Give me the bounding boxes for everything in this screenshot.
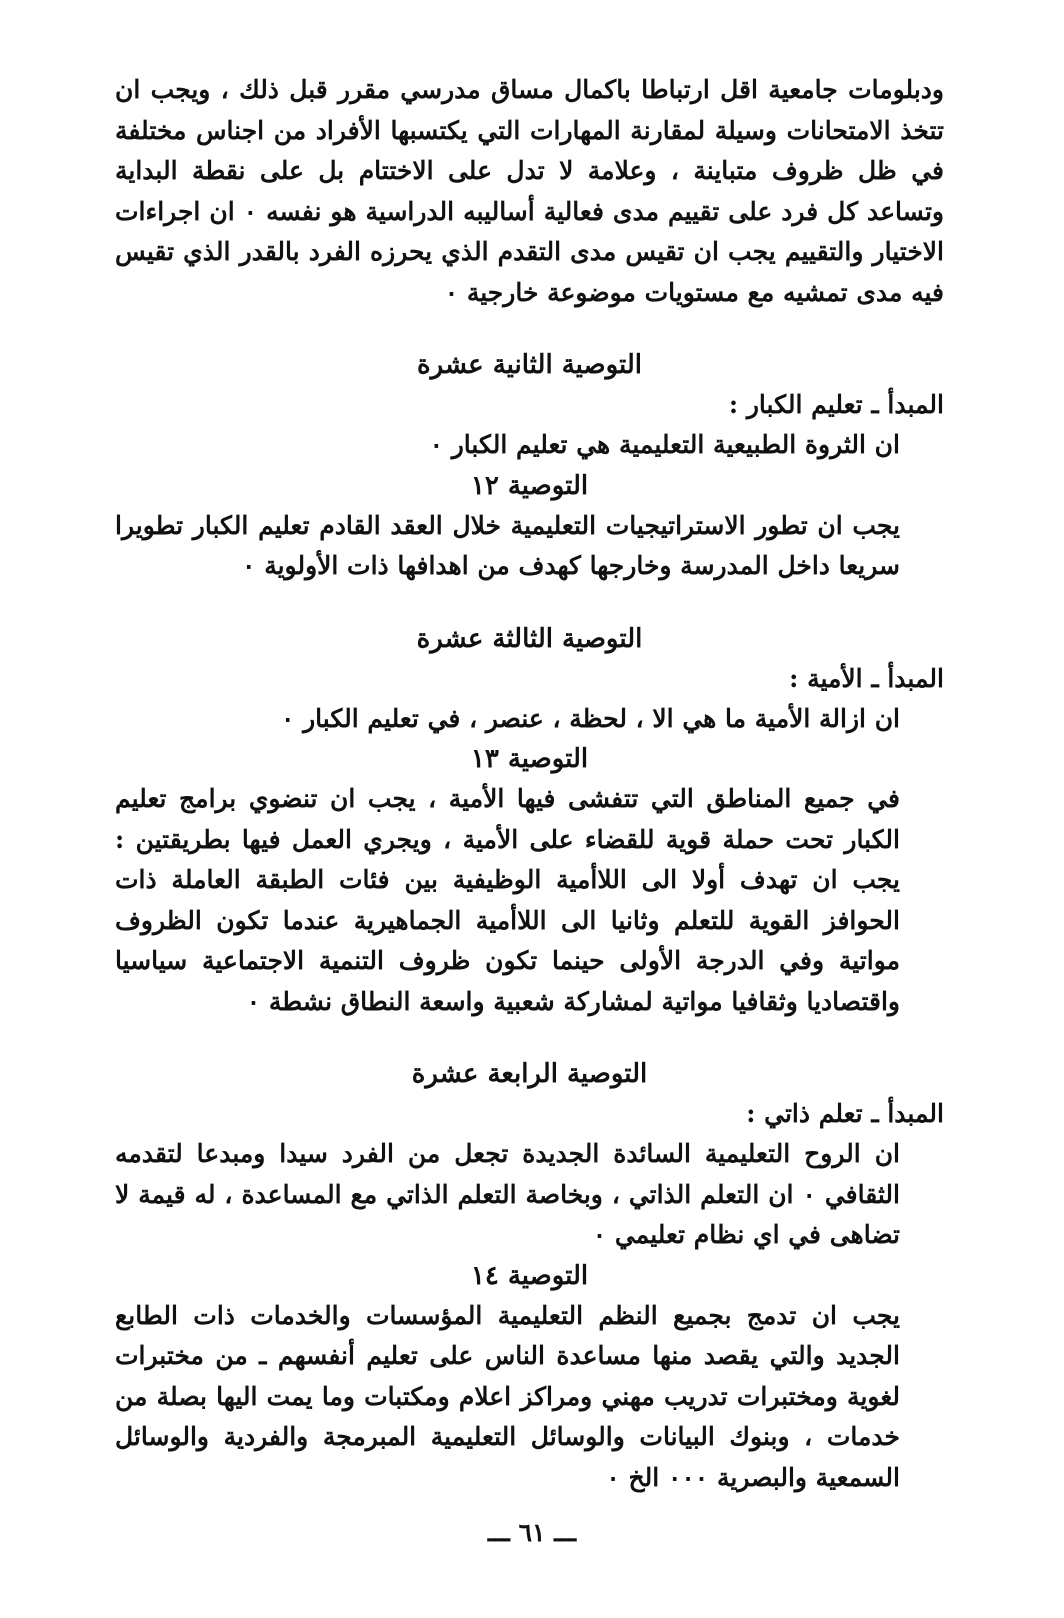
recommendation-heading: التوصية ١٤ bbox=[470, 1260, 589, 1291]
section-thirteen bbox=[115, 619, 944, 1023]
spacer bbox=[115, 313, 944, 345]
recommendation-text: في جميع المناطق التي تتفشى فيها الأمية ، يجب ان تنضوي برامج تعليم الكبار تحت حملة قوية للقضاء على الأمية ، ويجري العمل فيها بطريقتين : يجب ان تهدف أولا الى اللاأمية الوظيفية بين فئات الطبقة العاملة ذات الحوافز القوية للتعلم وثانيا الى اللاأمية الجماهيرية عندما تكون الظروف مواتية وفي الدرجة الأولى حينما تكون ظروف التنمية الاجتماعية سياسيا واقتصاديا وثقافيا مواتية لمشاركة شعبية واسعة النطاق نشطة ٠ bbox=[115, 784, 900, 1016]
section-heading: التوصية الرابعة عشرة bbox=[411, 1059, 648, 1089]
principle-text: ان الروح التعليمية السائدة الجديدة تجعل من الفرد سيدا ومبدعا لتقدمه الثقافي ٠ ان التعلم الذاتي ، وبخاصة التعلم الذاتي مع المساعدة ، له قيمة لا تضاهى في اي نظام تعليمي ٠ bbox=[115, 1139, 900, 1249]
principle-text: ان الثروة الطبيعية التعليمية هي تعليم الكبار ٠ bbox=[429, 430, 900, 459]
principle-title: المبدأ ـ الأمية : bbox=[789, 663, 944, 693]
principle-title: المبدأ ـ تعليم الكبار : bbox=[728, 390, 944, 419]
recommendation-heading: التوصية ١٣ bbox=[470, 744, 589, 774]
principle-text: ان ازالة الأمية ما هي الا ، لحظة ، عنصر ، في تعليم الكبار ٠ bbox=[280, 703, 900, 733]
section-twelve bbox=[115, 345, 944, 587]
page-number: ـــ ٦١ ـــ bbox=[487, 1518, 577, 1547]
intro-paragraph: ودبلومات جامعية اقل ارتباطا باكمال مساق مدرسي مقرر قبل ذلك ، ويجب ان تتخذ الامتحانات وسيلة لمقارنة المهارات التي يكتسبها الأفراد من اجناس مختلفة في ظل ظروف متباينة ، وعلامة لا تدل على الاختتام بل على نقطة البداية وتساعد كل فرد على تقييم مدى فعالية أساليبه الدراسية هو نفسه ٠ ان اجراءات الاختيار والتقييم يجب ان تقيس مدى التقدم الذي يحرزه الفرد بالقدر الذي تقيس فيه مدى تمشيه مع مستويات موضوعة خارجية ٠ bbox=[115, 75, 944, 307]
spacer bbox=[115, 587, 944, 619]
principle-title: المبدأ ـ تعلم ذاتي : bbox=[746, 1099, 944, 1128]
spacer bbox=[115, 1022, 944, 1054]
recommendation-heading: التوصية ١٢ bbox=[470, 470, 589, 501]
section-fourteen bbox=[115, 1054, 944, 1498]
section-heading: التوصية الثالثة عشرة bbox=[416, 623, 643, 654]
section-heading: التوصية الثانية عشرة bbox=[417, 350, 642, 380]
recommendation-text: يجب ان تطور الاستراتيجيات التعليمية خلال العقد القادم تعليم الكبار تطويرا سريعا داخل المدرسة وخارجها كهدف من اهدافها ذات الأولوية ٠ bbox=[115, 510, 900, 580]
recommendation-text: يجب ان تدمج بجميع النظم التعليمية المؤسسات والخدمات ذات الطابع الجديد والتي يقصد منها مساعدة الناس على تعليم أنفسهم ـ من مختبرات لغوية ومختبرات تدريب مهني ومراكز اعلام ومكتبات وما يمت اليها بصلة من خدمات ، وبنوك البيانات والوسائل التعليمية المبرمجة والفردية والوسائل السمعية والبصرية ٠٠٠ الخ ٠ bbox=[115, 1300, 900, 1492]
